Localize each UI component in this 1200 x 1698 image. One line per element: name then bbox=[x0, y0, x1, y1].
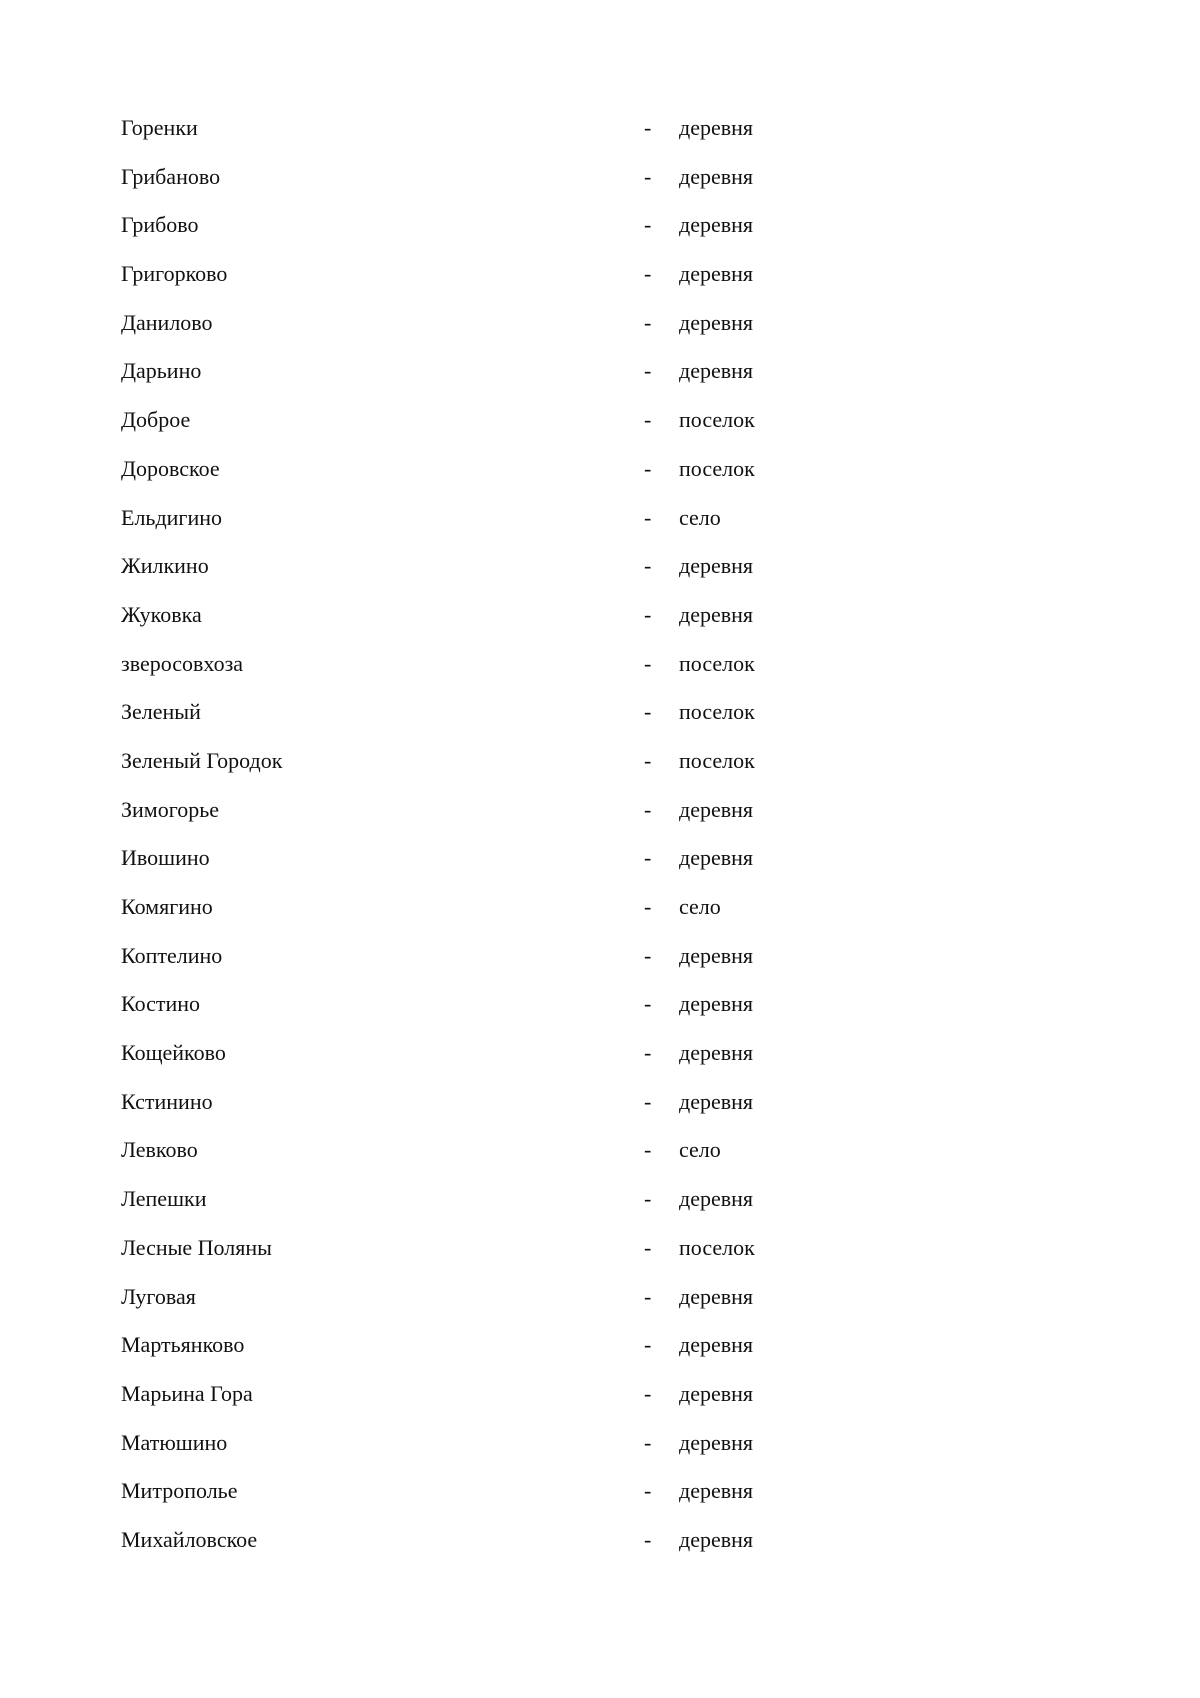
settlement-type: деревня bbox=[679, 212, 754, 238]
settlement-name: Зеленый bbox=[121, 699, 201, 725]
list-item bbox=[121, 591, 821, 640]
settlement-type: село bbox=[679, 504, 721, 530]
separator-dash: - bbox=[644, 894, 652, 919]
settlement-name: Ивошино bbox=[121, 845, 210, 871]
separator-dash: - bbox=[644, 261, 652, 287]
separator-dash: - bbox=[644, 358, 652, 384]
settlement-type: поселок bbox=[679, 407, 755, 433]
separator-dash: - bbox=[644, 991, 652, 1017]
settlement-type: деревня bbox=[679, 1283, 754, 1309]
settlement-name: Матюшино bbox=[121, 1429, 228, 1455]
settlement-name: зверосовхоза bbox=[121, 650, 244, 676]
separator-dash: - bbox=[644, 650, 652, 676]
separator-dash: - bbox=[644, 1088, 652, 1114]
separator-dash: - bbox=[644, 309, 652, 335]
settlement-name: Данилово bbox=[121, 309, 213, 335]
settlement-type: деревня bbox=[679, 1526, 754, 1552]
settlement-name: Михайловское bbox=[121, 1526, 258, 1552]
settlement-type: село bbox=[679, 1137, 721, 1163]
settlement-name: Митрополье bbox=[121, 1478, 238, 1504]
separator-dash: - bbox=[644, 1234, 652, 1260]
settlement-name: Грибово bbox=[121, 212, 199, 238]
list-item bbox=[121, 1029, 821, 1078]
settlement-type: деревня bbox=[679, 1478, 754, 1504]
list-item bbox=[121, 445, 821, 494]
separator-dash: - bbox=[644, 796, 652, 822]
separator-dash: - bbox=[644, 407, 652, 433]
settlement-type: село bbox=[679, 894, 721, 919]
separator-dash: - bbox=[644, 1332, 652, 1358]
separator-dash: - bbox=[644, 747, 652, 773]
settlement-type: деревня bbox=[679, 1040, 754, 1066]
separator-dash: - bbox=[644, 845, 652, 871]
settlement-type: деревня bbox=[679, 991, 754, 1017]
list-item bbox=[121, 883, 821, 932]
settlement-name: Ельдигино bbox=[121, 504, 222, 530]
settlement-name: Зеленый Городок bbox=[121, 747, 283, 773]
separator-dash: - bbox=[644, 553, 652, 579]
list-item bbox=[121, 542, 821, 591]
list-item bbox=[121, 396, 821, 445]
settlement-type: деревня bbox=[679, 796, 754, 822]
list-item bbox=[121, 1273, 821, 1322]
separator-dash: - bbox=[644, 699, 652, 725]
settlement-type: деревня bbox=[679, 1088, 754, 1114]
separator-dash: - bbox=[644, 1137, 652, 1163]
list-item bbox=[121, 1467, 821, 1516]
list-item bbox=[121, 1224, 821, 1273]
settlement-type: поселок bbox=[679, 455, 755, 481]
settlement-name: Коптелино bbox=[121, 942, 223, 968]
list-item bbox=[121, 980, 821, 1029]
separator-dash: - bbox=[644, 163, 652, 189]
separator-dash: - bbox=[644, 1283, 652, 1309]
settlement-name: Жуковка bbox=[121, 601, 202, 627]
settlement-type: деревня bbox=[679, 845, 754, 871]
list-item bbox=[121, 1078, 821, 1127]
settlement-name: Мартьянково bbox=[121, 1332, 245, 1358]
settlement-type: деревня bbox=[679, 115, 754, 140]
list-item bbox=[121, 494, 821, 543]
settlement-name: Горенки bbox=[121, 115, 198, 140]
list-item bbox=[121, 688, 821, 737]
list-item bbox=[121, 1516, 821, 1565]
settlement-name: Левково bbox=[121, 1137, 198, 1163]
settlement-name: Доброе bbox=[121, 407, 191, 433]
settlement-name: Луговая bbox=[121, 1283, 196, 1309]
settlement-name: Жилкино bbox=[121, 553, 209, 579]
settlement-name: Дарьино bbox=[121, 358, 202, 384]
settlement-name: Зимогорье bbox=[121, 796, 219, 822]
settlement-type: деревня bbox=[679, 358, 754, 384]
settlement-name: Лепешки bbox=[121, 1186, 207, 1212]
settlement-type: деревня bbox=[679, 1186, 754, 1212]
separator-dash: - bbox=[644, 1040, 652, 1066]
separator-dash: - bbox=[644, 942, 652, 968]
settlement-type: поселок bbox=[679, 1234, 755, 1260]
settlement-type: деревня bbox=[679, 1380, 754, 1406]
separator-dash: - bbox=[644, 455, 652, 481]
settlement-type: деревня bbox=[679, 601, 754, 627]
settlement-name: Доровское bbox=[121, 455, 220, 481]
separator-dash: - bbox=[644, 115, 652, 140]
settlement-name: Григорково bbox=[121, 261, 228, 287]
separator-dash: - bbox=[644, 504, 652, 530]
settlement-type: деревня bbox=[679, 553, 754, 579]
separator-dash: - bbox=[644, 1186, 652, 1212]
settlement-name: Кстинино bbox=[121, 1088, 213, 1114]
list-item bbox=[121, 153, 821, 202]
separator-dash: - bbox=[644, 1526, 652, 1552]
settlement-name: Марьина Гора bbox=[121, 1380, 253, 1406]
list-item bbox=[121, 834, 821, 883]
settlement-type: деревня bbox=[679, 309, 754, 335]
separator-dash: - bbox=[644, 1380, 652, 1406]
settlement-type: деревня bbox=[679, 942, 754, 968]
list-item bbox=[121, 640, 821, 689]
settlement-type: деревня bbox=[679, 1429, 754, 1455]
settlement-name: Комягино bbox=[121, 894, 213, 919]
settlement-type: поселок bbox=[679, 650, 755, 676]
list-item bbox=[121, 347, 821, 396]
separator-dash: - bbox=[644, 1429, 652, 1455]
list-item bbox=[121, 737, 821, 786]
settlement-name: Лесные Поляны bbox=[121, 1234, 272, 1260]
list-item bbox=[121, 250, 821, 299]
list-item bbox=[121, 1419, 821, 1468]
settlement-type: деревня bbox=[679, 163, 754, 189]
list-item bbox=[121, 201, 821, 250]
settlement-name: Грибаново bbox=[121, 163, 221, 189]
list-item bbox=[121, 932, 821, 981]
list-item bbox=[121, 786, 821, 835]
list-item bbox=[121, 1321, 821, 1370]
settlement-name: Кощейково bbox=[121, 1040, 226, 1066]
settlement-type: поселок bbox=[679, 747, 755, 773]
list-item bbox=[121, 1370, 821, 1419]
settlement-list bbox=[121, 104, 821, 1565]
list-item bbox=[121, 1126, 821, 1175]
separator-dash: - bbox=[644, 601, 652, 627]
settlement-type: деревня bbox=[679, 1332, 754, 1358]
separator-dash: - bbox=[644, 1478, 652, 1504]
list-item bbox=[121, 1175, 821, 1224]
list-item bbox=[121, 104, 821, 153]
settlement-type: поселок bbox=[679, 699, 755, 725]
settlement-type: деревня bbox=[679, 261, 754, 287]
settlement-name: Костино bbox=[121, 991, 201, 1017]
list-item bbox=[121, 299, 821, 348]
separator-dash: - bbox=[644, 212, 652, 238]
